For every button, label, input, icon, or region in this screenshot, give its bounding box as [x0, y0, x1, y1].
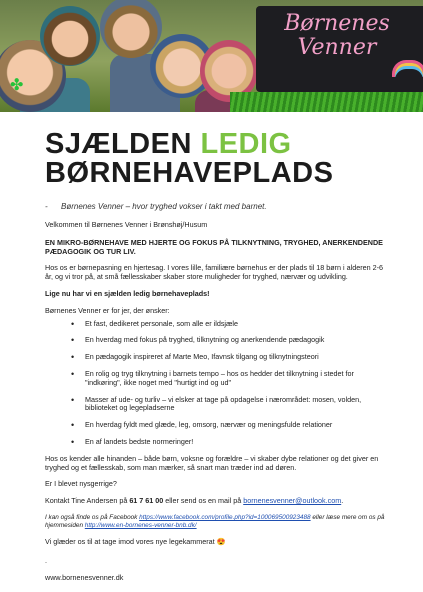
intro-paragraph: Hos os er børnepasning en hjertesag. I vores lille, familiære børnehus er der plads til 18 børn i alderen 2-6 år, og vi tror på, at små fællesskaber skaber store muligheder for tryghed, nærvær og udvikling. [45, 263, 383, 282]
child-face [100, 0, 162, 58]
headline-word-1: SJÆLDEN [45, 128, 192, 160]
website-link[interactable]: http://www.en-bornenes-venner-bnb.dk/ [84, 521, 197, 529]
headline-word-2: LEDIG [200, 128, 292, 160]
social-line [45, 514, 385, 530]
grass [230, 92, 423, 112]
welcome-text: Velkommen til Børnenes Venner i Brønshøj/Husum [45, 220, 208, 229]
flyer-content [45, 130, 385, 582]
heart-eyes-emoji-icon: 😍 [216, 536, 226, 546]
sign-line-2: Venner [297, 35, 377, 60]
headline [45, 130, 385, 188]
headline-line-2: BØRNEHAVEPLADS [45, 157, 334, 189]
child-face [40, 6, 100, 66]
header-photo [0, 0, 423, 112]
sign-text [262, 12, 412, 60]
contact-middle: eller send os en mail på [163, 496, 244, 506]
facebook-link[interactable]: https://www.facebook.com/profile.php?id=100069500923488 [139, 513, 311, 521]
closing-line [45, 538, 385, 547]
email-link[interactable]: bornenesvenner@outlook.com [243, 496, 342, 506]
benefits-list [45, 320, 385, 447]
list-item: • En hverdag fyldt med glæde, leg, omsorg, nærvær og meningsfulde relationer [73, 421, 385, 430]
list-item: • En af landets bedste normeringer! [73, 438, 385, 447]
rainbow-icon [392, 60, 423, 77]
phone-number[interactable]: 61 7 61 00 [129, 496, 164, 506]
contact-line [45, 497, 385, 506]
closing-text: Vi glæder os til at tage imod vores nye legekammerat [45, 536, 217, 546]
question: Er I blevet nysgerrige? [45, 479, 117, 489]
list-intro: Børnenes Venner er for jer, der ønsker: [45, 305, 170, 315]
footer-url[interactable]: www.bornenesvenner.dk [45, 572, 124, 582]
list-item: • Et fast, dedikeret personale, som alle er ildsjæle [73, 320, 385, 329]
separator-dot: . [45, 555, 47, 565]
list-item: • En pædagogik inspireret af Marte Meo, Ifavnsk tilgang og tilknytningsteori [73, 353, 385, 362]
tagline-text: Børnenes Venner – hvor tryghed vokser i takt med barnet. [61, 202, 267, 211]
four-leaf-clover-icon: ✤ [10, 77, 24, 94]
subheading: EN MIKRO-BØRNEHAVE MED HJERTE OG FOKUS PÅ TILKNYTNING, TRYGHED, ANERKENDENDE PÆDAGOGIK OG TUR LIV. [45, 237, 383, 256]
list-item: • Masser af ude- og turliv – vi elsker at tage på opdagelse i nærområdet: mosen, volden, biblioteket og legepladserne [73, 396, 385, 414]
tagline [45, 202, 385, 211]
social-prefix: I kan også finde os på Facebook [45, 513, 140, 521]
tagline-dash: - [45, 202, 48, 211]
contact-suffix: . [341, 496, 344, 506]
sign-line-1: Børnenes [284, 11, 390, 36]
list-item: • En hverdag med fokus på tryghed, tilknytning og anerkendende pædagogik [73, 336, 385, 345]
contact-prefix: Kontakt Tine Andersen på [45, 496, 130, 506]
announcement: Lige nu har vi en sjælden ledig børnehaveplads! [45, 288, 210, 298]
social-middle: eller læse mere om os på hjemmesiden [45, 513, 385, 529]
community-paragraph: Hos os kender alle hinanden – både børn, voksne og forældre – vi skaber dybe relationer og det giver en tryghed og et fællesskab, som man mærker, så snart man træder ind ad døren. [45, 453, 379, 472]
list-item: • En rolig og tryg tilknytning i barnets tempo – hos os hedder det tilknytning i stedet for "indkøring", ikke noget med "hurtigt ind og ud" [73, 370, 385, 388]
